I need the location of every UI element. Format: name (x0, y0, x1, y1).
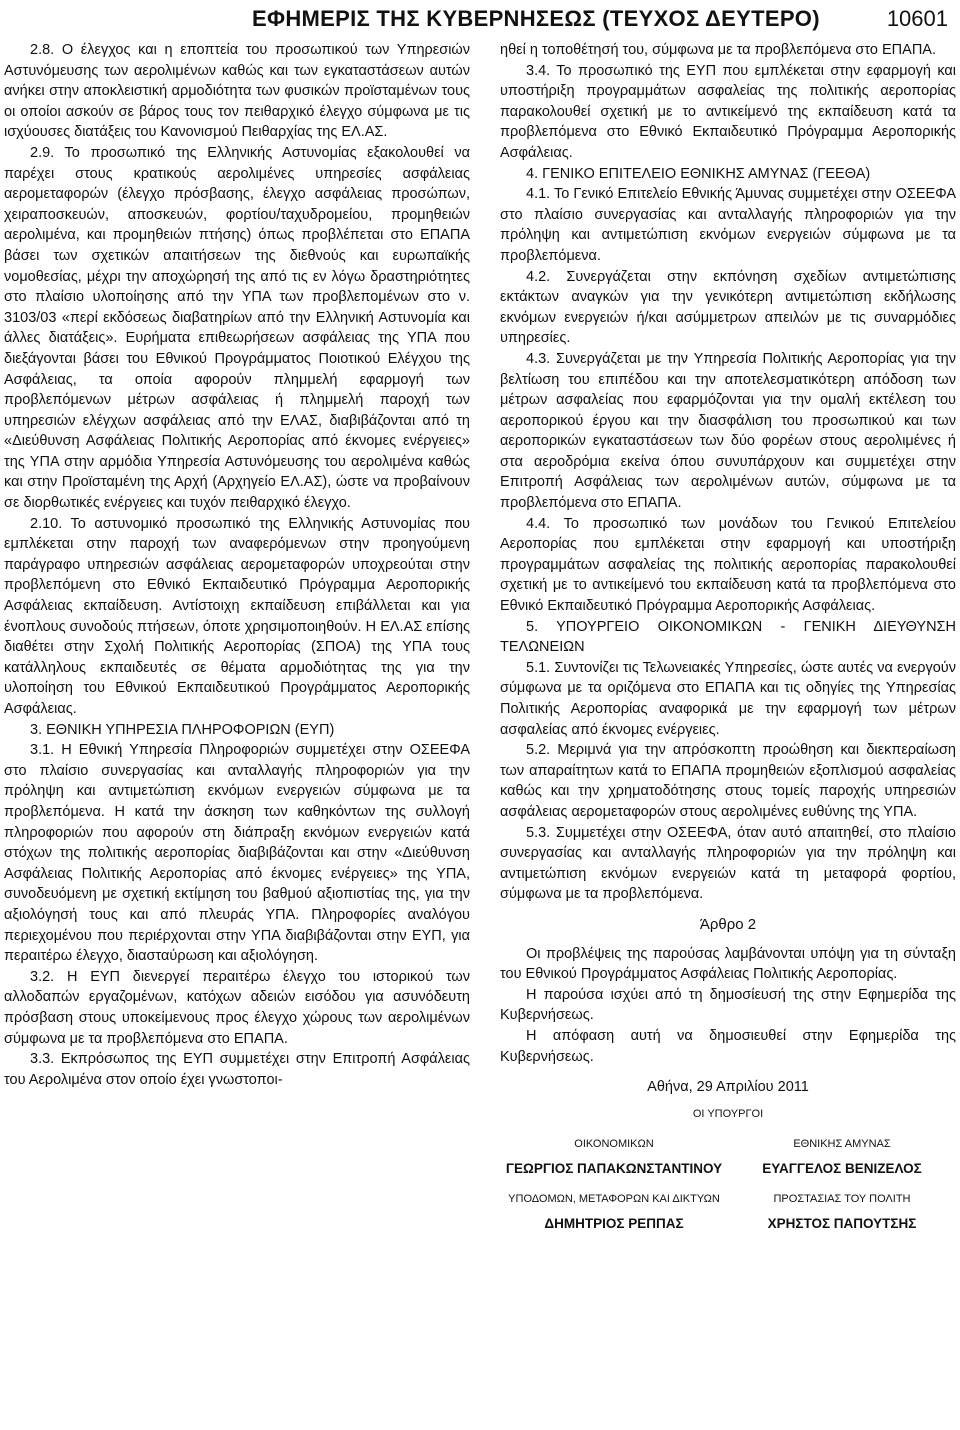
paragraph: 2.9. Το προσωπικό της Ελληνικής Αστυνομίας εξακολουθεί να παρέχει στους κρατικούς αερολιμένες υπηρεσίες ασφάλειας αερομεταφορών (έλεγχο πρόσβασης, έλεγχο ασφάλειας προσώπων, χειραποσκευών, αποσκευών, φορτίου/ταχυδρομείου, προμηθειών αερολιμένα, και προμηθειών πτήσης) όπως προβλέπεται στο ΕΠΑΠΑ βάσει των σχετικών απαιτήσεων της διεθνούς και ευρωπαϊκής νομοθεσίας, μέχρι την αποχώρησή της από τις εν λόγω δραστηριότητες στο πλαίσιο υλοποίησης από την ΥΠΑ των προβλεπομένων στο ν. 3103/03 «περί εκδόσεως διαβατηρίων από την Ελληνική Αστυνομία και άλλες διατάξεις». Ευρήματα επιθεωρήσεων ασφάλειας της ΥΠΑ που διεξάγονται βάσει του Εθνικού Προγράμματος Ποιοτικού Ελέγχου της Ασφάλειας, τα οποία αφορούν πλημμελή εφαρμογή των προβλεπόμενων μέτρων ασφάλειας ή πλημμελή παροχή των υπηρεσιών ελέγχων ασφάλειας από την ΕΛΑΣ, διαβιβάζονται από τη «Διεύθυνση Ασφάλειας Πολιτικής Αεροπορίας από έκνομες ενέργειες» της ΥΠΑ στην αρμόδια Υπηρεσία Αστυνόμευσης του αερολιμένα καθώς και στην Προϊσταμένη της Αρχή (Αρχηγείο ΕΛ.ΑΣ), ώστε να προβαίνουν σε διορθωτικές ενέργειες και τυχόν πειθαρχικό έλεγχο. (4, 144, 470, 512)
right-column (500, 40, 956, 1235)
paragraph: 4.3. Συνεργάζεται με την Υπηρεσία Πολιτικής Αεροπορίας για την βελτίωση του επιπέδου και την αποτελεσματικότερη απόδοση των μέτρων ασφαλείας που εφαρμόζονται για την ομαλή εκτέλεση του αεροπορικού έργου και την διασφάλιση του προσωπικού και των αεροπορικών εγκαταστάσεων των δύο φορέων στους αερολιμένες ή στα αεροδρόμια εκείνα όπου συνυπάρχουν και συμμετέχει στην Επιτροπή Ασφάλειας των αερολιμένων αυτών, σύμφωνα με τα προβλεπόμενα στο ΕΠΑΠΑ. (500, 350, 956, 512)
signing-date: Αθήνα, 29 Απριλίου 2011 (647, 1079, 809, 1096)
ministry-label: ΕΘΝΙΚΗΣ ΑΜΥΝΑΣ (793, 1138, 891, 1151)
paragraph: 5.3. Συμμετέχει στην ΟΣΕΕΦΑ, όταν αυτό απαιτηθεί, στο πλαίσιο συνεργασίας και ανταλλαγής πληροφοριών για την πρόληψη και αντιμετώπιση εκνόμων ενεργειών κατά τη μεταφορά φορτίου, σύμφωνα με τα προβλεπόμενα. (500, 824, 956, 903)
page-number: 10601 (886, 6, 948, 31)
paragraph: 4.2. Συνεργάζεται στην εκπόνηση σχεδίων αντιμετώπισης εκτάκτων αναγκών για την γενικότερη αντιμετώπιση εκδήλωσης εκνόμων ενεργειών ή/και ασύμμετρων απειλών με τις συναρμόδιες υπηρεσίες. (500, 268, 956, 347)
paragraph: 5.1. Συντονίζει τις Τελωνειακές Υπηρεσίες, ώστε αυτές να ενεργούν σύμφωνα με τα οριζόμενα στο ΕΠΑΠΑ και τις οδηγίες της Υπηρεσίας Πολιτικής Αεροπορίας αναφορικά με την εφαρμογή των μέτρων ασφαλείας από έκνομες ενέργειες. (500, 659, 956, 738)
paragraph: 3. ΕΘΝΙΚΗ ΥΠΗΡΕΣΙΑ ΠΛΗΡΟΦΟΡΙΩΝ (ΕΥΠ) (30, 721, 335, 738)
right-column-body (500, 40, 956, 1098)
paragraph: 5. ΥΠΟΥΡΓΕΙΟ ΟΙΚΟΝΟΜΙΚΩΝ - ΓΕΝΙΚΗ ΔΙΕΥΘΥΝΣΗ ΤΕΛΩΝΕΙΩΝ (500, 618, 956, 656)
signature-cell (728, 1124, 956, 1179)
ministers-heading: ΟΙ ΥΠΟΥΡΓΟΙ (692, 1107, 764, 1120)
paragraph: Οι προβλέψεις της παρούσας λαμβάνονται υπόψη για τη σύνταξη του Εθνικού Προγράμματος Ασφάλειας Πολιτικής Αεροπορίας. (500, 945, 956, 983)
paragraph: 4.1. Το Γενικό Επιτελείο Εθνικής Άμυνας συμμετέχει στην ΟΣΕΕΦΑ στο πλαίσιο συνεργασίας και ανταλλαγής πληροφοριών για την πρόληψη και αντιμετώπιση εκνόμων ενεργειών σύμφωνα με τα προβλεπόμενα. (500, 186, 956, 264)
signature-row (500, 1124, 956, 1179)
paragraph: Η παρούσα ισχύει από τη δημοσίευσή της στην Εφημερίδα της Κυβερνήσεως. (500, 986, 956, 1024)
paragraph: 3.1. Η Εθνική Υπηρεσία Πληροφοριών συμμετέχει στην ΟΣΕΕΦΑ στο πλαίσιο συνεργασίας και ανταλλαγής πληροφοριών για την πρόληψη και αντιμετώπιση εκνόμων ενεργειών σύμφωνα με τα προβλεπόμενα. Η κατά την άσκηση των καθηκόντων της συλλογή πληροφοριών που αφορούν στη διάπραξη εκνόμων ενεργειών κατά στόχων της πολιτικής αεροπορίας διαβιβάζονται και στην «Διεύθυνση Ασφάλειας Πολιτικής Αεροπορίας από έκνομες ενέργειες» της ΥΠΑ, συνοδευόμενη με σχετική εκτίμηση του βαθμού αξιοπιστίας της, για την αξιολόγησή τους και από πλευράς ΥΠΑ. Πληροφορίες αναλόγου περιεχομένου που περιέρχονται στην ΥΠΑ διαβιβάζονται στην ΕΥΠ, για περαιτέρω έλεγχο, διασταύρωση και αξιολόγηση. (4, 742, 470, 965)
left-column (4, 40, 470, 1090)
ministry-label: ΟΙΚΟΝΟΜΙΚΩΝ (574, 1138, 654, 1151)
minister-name: ΔΗΜΗΤΡΙΟΣ ΡΕΠΠΑΣ (544, 1216, 684, 1232)
article-heading: Άρθρο 2 (699, 915, 757, 933)
signature-cell (728, 1179, 956, 1234)
paragraph: 4. ΓΕΝΙΚΟ ΕΠΙΤΕΛΕΙΟ ΕΘΝΙΚΗΣ ΑΜΥΝΑΣ (ΓΕΕΘΑ) (526, 165, 871, 182)
minister-name: ΕΥΑΓΓΕΛΟΣ ΒΕΝΙΖΕΛΟΣ (762, 1160, 922, 1176)
signature-block (500, 1104, 956, 1235)
signature-cell (500, 1179, 728, 1234)
paragraph: 4.4. Το προσωπικό των μονάδων του Γενικού Επιτελείου Αεροπορίας που εμπλέκεται στην εφαρμογή και υποστήριξη προγραμμάτων ασφαλείας της πολιτικής αεροπορίας παρακολουθεί σχετική με το αντικείμενό του εκπαίδευση κατά τα προβλεπόμενα στο Εθνικό Εκπαιδευτικό Πρόγραμμα Αεροπορικής Ασφάλειας. (500, 515, 956, 615)
paragraph: 2.10. Το αστυνομικό προσωπικό της Ελληνικής Αστυνομίας που εμπλέκεται στην παροχή των αναφερόμενων στην προηγούμενη παράγραφο υπηρεσιών ασφάλειας αερομεταφορών υποχρεούται στην προβλεπόμενη στο Εθνικό Εκπαιδευτικό Πρόγραμμα Αεροπορικής Ασφάλειας εκπαίδευση. Αντίστοιχη εκπαίδευση επιβάλλεται και για ένοπλους συνοδούς πτήσεων, όποτε χρησιμοποιηθούν. Η ΕΛ.ΑΣ επίσης διαθέτει στην Σχολή Πολιτικής Αεροπορίας (ΣΠΟΑ) της ΥΠΑ τους κατάλληλους εκπαιδευτές σε θέματα αρμοδιότητας της για την υλοποίηση του Εθνικού Εκπαιδευτικού Προγράμματος Αεροπορικής Ασφάλειας. (4, 515, 470, 717)
minister-name: ΓΕΩΡΓΙΟΣ ΠΑΠΑΚΩΝΣΤΑΝΤΙΝΟΥ (505, 1160, 723, 1176)
ministry-label: ΠΡΟΣΤΑΣΙΑΣ ΤΟΥ ΠΟΛΙΤΗ (773, 1193, 911, 1206)
signature-cell (500, 1124, 728, 1179)
minister-name: ΧΡΗΣΤΟΣ ΠΑΠΟΥΤΣΗΣ (767, 1216, 917, 1232)
paragraph: 3.2. Η ΕΥΠ διενεργεί περαιτέρω έλεγχο του ιστορικού των αλλοδαπών εργαζομένων, κατόχων αδειών εισόδου για ασυνόδευτη πρόσβαση στους υποκείμενους προς έλεγχο χώρους των αερολιμένων σύμφωνα με τα προβλεπόμενα στο ΕΠΑΠΑ. (4, 968, 470, 1047)
ministry-label: ΥΠΟΔΟΜΩΝ, ΜΕΤΑΦΟΡΩΝ ΚΑΙ ΔΙΚΤΥΩΝ (508, 1193, 720, 1206)
gazette-title: ΕΦΗΜΕΡΙΣ ΤΗΣ ΚΥΒΕΡΝΗΣΕΩΣ (ΤΕΥΧΟΣ ΔΕΥΤΕΡΟ) (252, 6, 820, 31)
paragraph: 3.4. Το προσωπικό της ΕΥΠ που εμπλέκεται στην εφαρμογή και υποστήριξη προγραμμάτων ασφαλείας της πολιτικής αεροπορίας παρακολουθεί σχετική με το αντικείμενό της εκπαίδευση κατά τα προβλεπόμενα στο Εθνικό Εκπαιδευτικό Πρόγραμμα Αεροπορικής Ασφάλειας. (500, 62, 956, 161)
paragraph: Η απόφαση αυτή να δημοσιευθεί στην Εφημερίδα της Κυβερνήσεως. (500, 1027, 956, 1065)
paragraph: 3.3. Εκπρόσωπος της ΕΥΠ συμμετέχει στην Επιτροπή Ασφάλειας του Αερολιμένα στον οποίο έχει γνωστοποι- (4, 1051, 470, 1088)
signature-row (500, 1179, 956, 1234)
paragraph: 2.8. Ο έλεγχος και η εποπτεία του προσωπικού των Υπηρεσιών Αστυνόμευσης των αερολιμένων καθώς και των εγκαταστάσεων αυτών ανήκει στην αποκλειστική αρμοδιότητα των φυσικών προϊσταμένων τους οι οποίοι ασκούν σε βάρος τους τον πειθαρχικό έλεγχο σύμφωνα με τις ισχύουσες διατάξεις του Κανονισμού Πειθαρχίας της ΕΛ.ΑΣ. (4, 42, 470, 141)
paragraph: 5.2. Μεριμνά για την απρόσκοπτη προώθηση και διεκπεραίωση των απαραίτητων κατά το ΕΠΑΠΑ προμηθειών εξοπλισμού ασφαλείας καθώς και την χρηματοδότησης στους τομείς παροχής υπηρεσιών ασφάλειας αερομεταφορών στους αερολιμένες ευθύνης της ΥΠΑ. (500, 742, 956, 820)
paragraph: ηθεί η τοποθέτησή του, σύμφωνα με τα προβλεπόμενα στο ΕΠΑΠΑ. (500, 42, 936, 58)
